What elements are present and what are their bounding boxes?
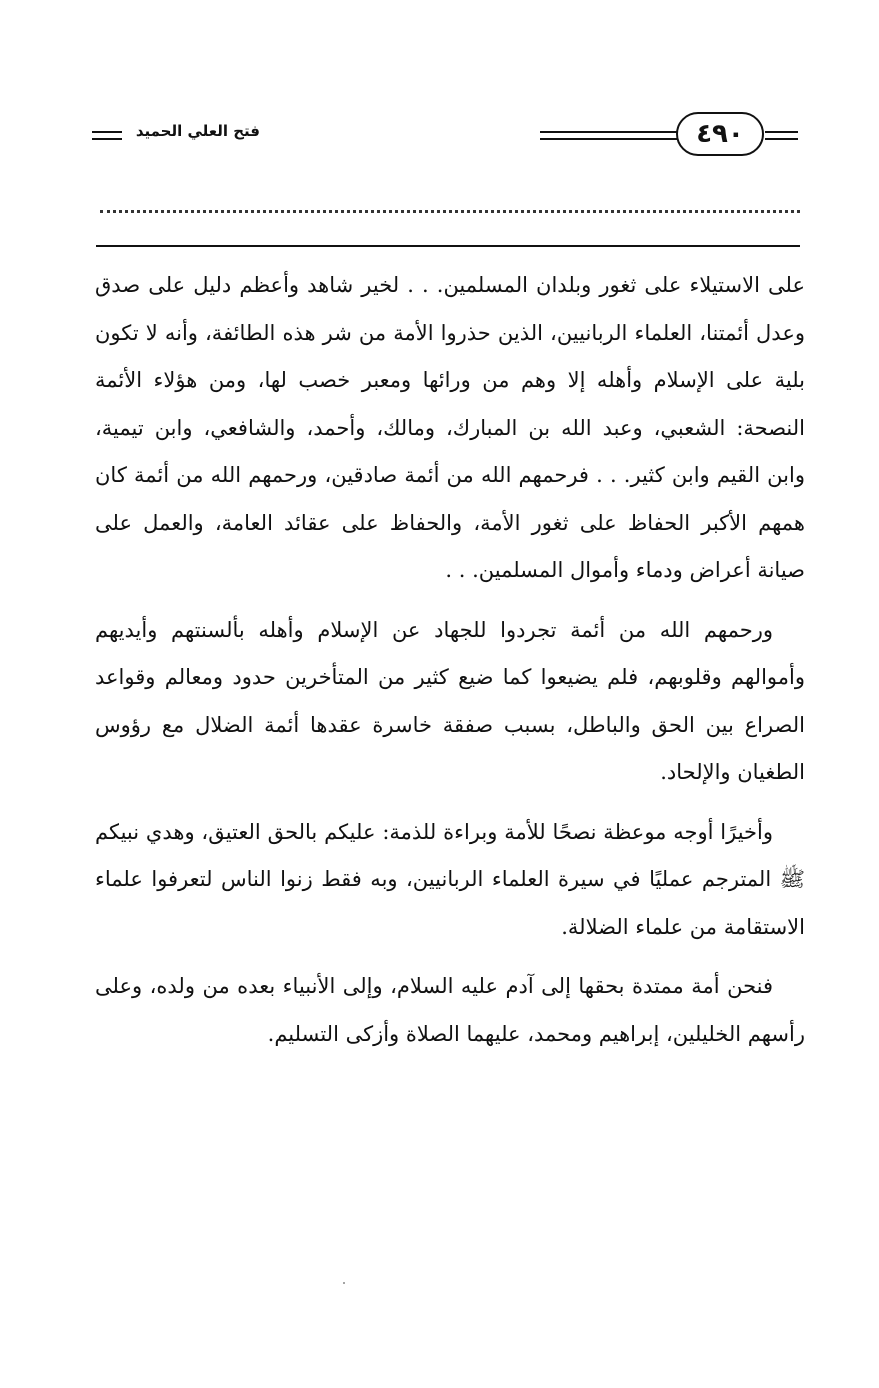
- paragraph: فنحن أمة ممتدة بحقها إلى آدم عليه السلام، وإلى الأنبياء بعده من ولده، وعلى رأسهم الخليلين، إبراهيم ومحمد، عليهما الصلاة وأزكى التسليم.: [95, 974, 805, 1046]
- header-divider-rule: [96, 245, 800, 247]
- paragraph: وأخيرًا أوجه موعظة نصحًا للأمة وبراءة للذمة: عليكم بالحق العتيق، وهدي نبيكم ﷺ المترجم عمليًا في سيرة العلماء الربانيين، وبه فقط زنوا الناس لتعرفوا علماء الاستقامة من علماء الضلالة.: [95, 819, 805, 939]
- paragraph: على الاستيلاء على ثغور وبلدان المسلمين. . . لخير شاهد وأعظم دليل على صدق وعدل أئمتنا، العلماء الربانيين، الذين حذروا الأمة من شر هذه الطائفة، وأنه لا تكون بلية على الإسلام وأهله إلا وهم من ورائها ومعبر خصب لها، ومن هؤلاء الأئمة النصحة: الشعبي، وعبد الله بن المبارك، ومالك، وأحمد، والشافعي، وابن تيمية، وابن القيم وابن كثير. . . فرحمهم الله من أئمة صادقين، ورحمهم الله من أئمة كان همهم الأكبر الحفاظ على ثغور الأمة، والحفاظ على عقائد العامة، والعمل على صيانة أعراض ودماء وأموال المسلمين. . .: [95, 273, 805, 582]
- page-body: [95, 262, 805, 1058]
- header-ornament-rule-right: [765, 131, 798, 140]
- paragraph: ورحمهم الله من أئمة تجردوا للجهاد عن الإسلام وأهله بألسنتهم وأيديهم وأموالهم وقلوبهم، فلم يضيعوا كما ضيع كثير من المتأخرين حدود ومعالم وقواعد الصراع بين الحق والباطل، بسبب صفقة خاسرة عقدها أئمة الضلال مع رؤوس الطغيان والإلحاد.: [95, 617, 805, 784]
- scan-speck: [343, 1282, 345, 1284]
- dotted-divider: [100, 210, 800, 213]
- page-number: ٤٩٠: [676, 112, 764, 156]
- book-title: فتح العلي الحميد: [135, 122, 260, 140]
- header-ornament-rule-center: [540, 131, 678, 140]
- header-ornament-rule-left: [92, 131, 122, 140]
